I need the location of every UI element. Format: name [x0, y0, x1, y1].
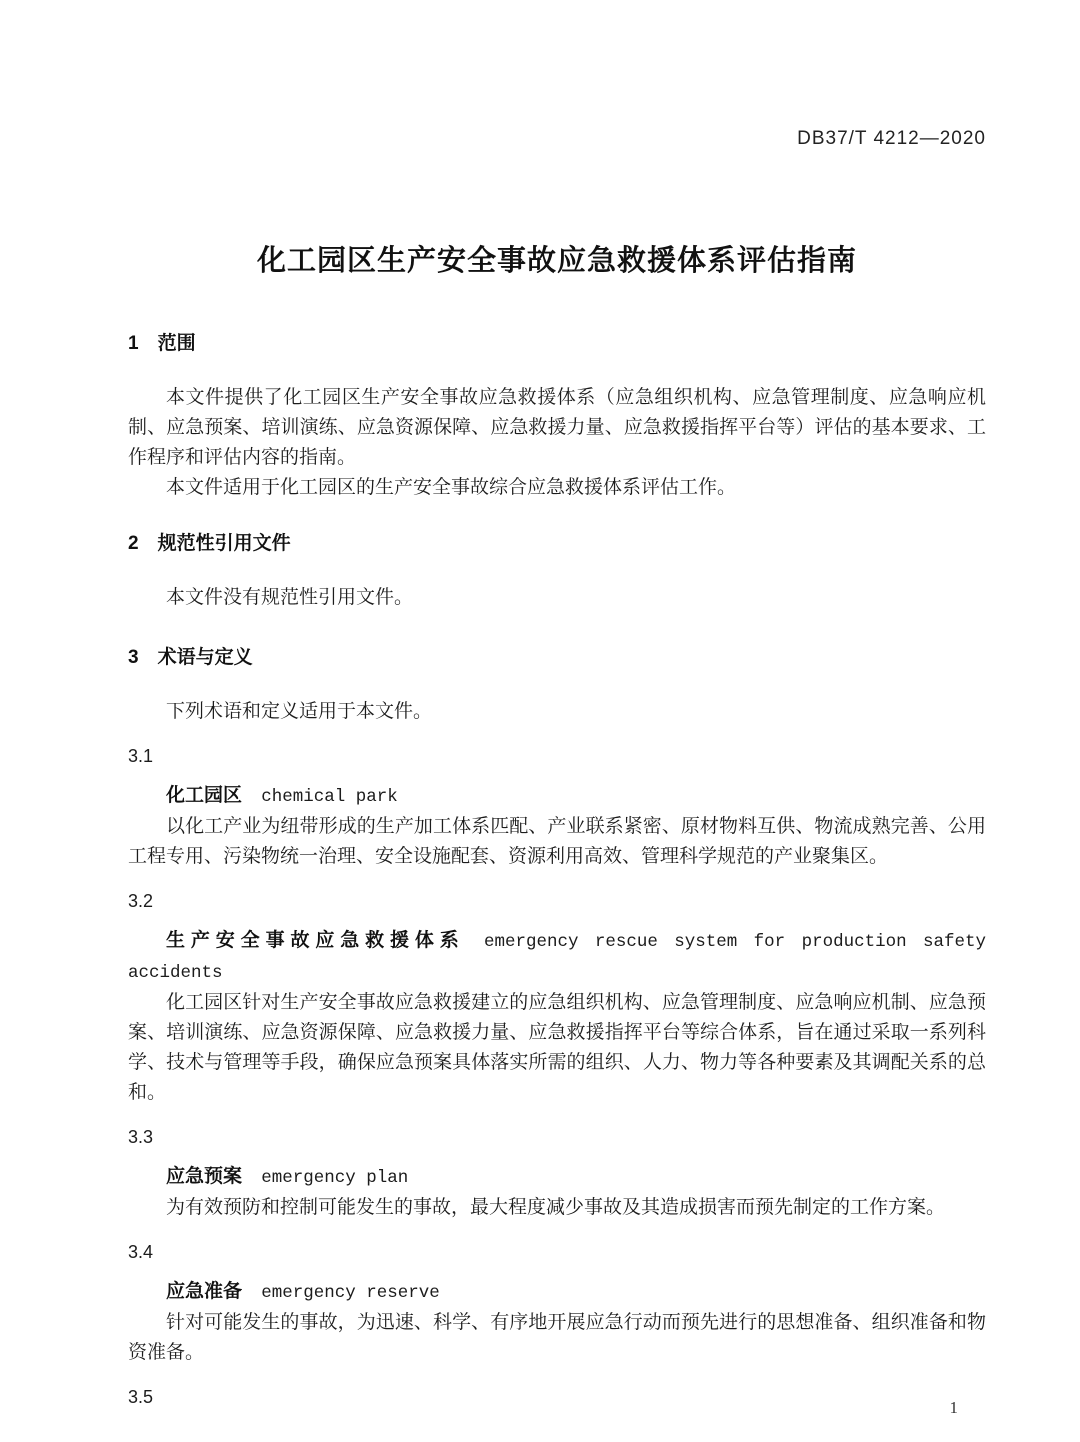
term-3-5-number: 3.5 — [128, 1387, 154, 1407]
term-3-4-heading — [128, 1277, 986, 1308]
document-content — [128, 0, 986, 1412]
clause-1-paragraph-1: 本文件提供了化工园区生产安全事故应急救援体系（应急组织机构、应急管理制度、应急响应机制、应急预案、培训演练、应急资源保障、应急救援力量、应急救援指挥平台等）评估的基本要求、工作程序和评估内容的指南。 — [128, 387, 986, 468]
clause-2-number: 2 — [128, 533, 139, 554]
clause-2-paragraph-1: 本文件没有规范性引用文件。 — [166, 587, 414, 608]
term-3-1-number: 3.1 — [128, 746, 154, 766]
term-3-3-definition: 为有效预防和控制可能发生的事故，最大程度减少事故及其造成损害而预先制定的工作方案。 — [166, 1197, 946, 1218]
term-3-3-number: 3.3 — [128, 1127, 154, 1147]
document-title: 化工园区生产安全事故应急救援体系评估指南 — [256, 245, 857, 277]
term-3-4-en: emergency reserve — [261, 1283, 440, 1303]
clause-2-title: 规范性引用文件 — [157, 533, 291, 554]
term-3-2-zh: 生产安全事故应急救援体系 — [166, 930, 465, 951]
clause-1-paragraph-2: 本文件适用于化工园区的生产安全事故综合应急救援体系评估工作。 — [166, 477, 737, 498]
term-3-4-definition: 针对可能发生的事故，为迅速、科学、有序地开展应急行动而预先进行的思想准备、组织准备和物资准备。 — [128, 1312, 986, 1363]
term-3-3-heading — [128, 1162, 986, 1193]
document-header — [128, 0, 986, 150]
term-3-4-zh: 应急准备 — [166, 1281, 243, 1302]
term-3-2-number: 3.2 — [128, 891, 154, 911]
clause-3-number: 3 — [128, 647, 139, 668]
page-number: 1 — [949, 1398, 958, 1417]
clause-3-title: 术语与定义 — [157, 647, 253, 668]
clause-1-title: 范围 — [157, 333, 196, 354]
clause-1-number: 1 — [128, 333, 139, 354]
clause-2-heading — [128, 529, 986, 559]
term-3-2-definition: 化工园区针对生产安全事故应急救援建立的应急组织机构、应急管理制度、应急响应机制、应急预案、培训演练、应急资源保障、应急救援力量、应急救援指挥平台等综合体系，旨在通过采取一系列科学、技术与管理等手段，确保应急预案具体落实所需的组织、人力、物力等各种要素及其调配关系的总和。 — [128, 992, 986, 1103]
term-3-3-en: emergency plan — [261, 1168, 409, 1188]
term-3-4-number: 3.4 — [128, 1242, 154, 1262]
clause-3-paragraph-1: 下列术语和定义适用于本文件。 — [166, 701, 433, 722]
term-3-1-definition: 以化工产业为纽带形成的生产加工体系匹配、产业联系紧密、原材物料互供、物流成熟完善、公用工程专用、污染物统一治理、安全设施配套、资源利用高效、管理科学规范的产业聚集区。 — [128, 816, 986, 867]
clause-1-heading — [128, 329, 986, 359]
term-3-3-zh: 应急预案 — [166, 1166, 243, 1187]
term-3-2-heading — [128, 926, 986, 988]
term-3-1-en: chemical park — [261, 787, 398, 807]
clause-3-heading — [128, 643, 986, 673]
standard-code: DB37/T 4212—2020 — [797, 128, 986, 149]
term-3-2-en: emergency rescue system for production safety accidents — [128, 932, 986, 983]
term-3-1-zh: 化工园区 — [166, 785, 243, 806]
term-3-1-heading — [128, 781, 986, 812]
